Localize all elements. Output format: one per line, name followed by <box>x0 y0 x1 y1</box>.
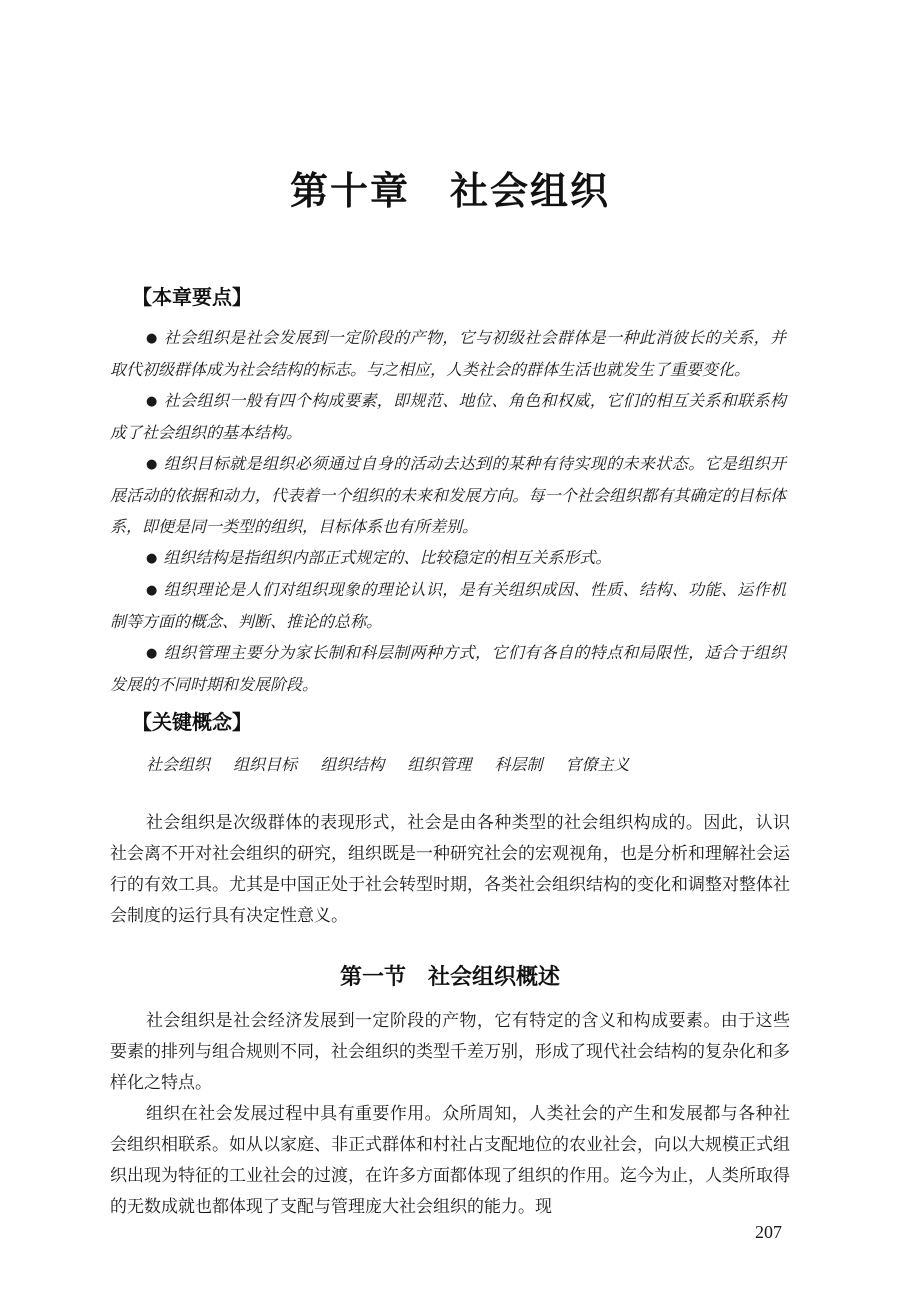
key-point-text: 组织结构是指组织内部正式规定的、比较稳定的相互关系形式。 <box>163 548 612 567</box>
intro-section <box>110 808 790 932</box>
body-paragraph: 组织在社会发展过程中具有重要作用。众所周知，人类社会的产生和发展都与各种社会组织相联系。如从以家庭、非正式群体和村社占支配地位的农业社会，向以大规模正式组织出现为特征的工业社会的过渡，在许多方面都体现了组织的作用。迄今为止，人类所取得的无数成就也都体现了支配与管理庞大社会组织的能力。现 <box>110 1104 790 1217</box>
key-point <box>110 574 786 637</box>
key-concept: 组织目标 <box>233 755 298 774</box>
section-heading: 第一节 社会组织概述 <box>339 965 560 990</box>
key-concept: 社会组织 <box>146 755 211 774</box>
key-points-list <box>110 322 786 700</box>
key-points-heading: 【本章要点】 <box>132 285 252 309</box>
key-concept: 组织结构 <box>320 755 385 774</box>
bullet-icon: ● <box>146 646 158 661</box>
key-concept: 官僚主义 <box>565 755 630 774</box>
key-concept: 组织管理 <box>407 755 472 774</box>
bullet-icon: ● <box>146 394 158 409</box>
intro-paragraph: 社会组织是次级群体的表现形式，社会是由各种类型的社会组织构成的。因此，认识社会离不开对社会组织的研究，组织既是一种研究社会的宏观视角，也是分析和理解社会运行的有效工具。尤其是中国正处于社会转型时期，各类社会组织结构的变化和调整对整体社会制度的运行具有决定性意义。 <box>110 813 790 926</box>
key-concepts-heading: 【关键概念】 <box>132 710 252 734</box>
key-concepts-list <box>146 752 648 775</box>
key-point-text: 社会组织是社会发展到一定阶段的产物，它与初级社会群体是一种此消彼长的关系，并取代初级群体成为社会结构的标志。与之相应，人类社会的群体生活也就发生了重要变化。 <box>110 328 786 379</box>
bullet-icon: ● <box>146 331 158 346</box>
page-number: 207 <box>755 1222 782 1242</box>
body-paragraph: 社会组织是社会经济发展到一定阶段的产物，它有特定的含义和构成要素。由于这些要素的排列与组合规则不同，社会组织的类型千差万别，形成了现代社会结构的复杂化和多样化之特点。 <box>110 1011 790 1093</box>
key-point <box>110 322 786 385</box>
bullet-icon: ● <box>146 583 158 598</box>
key-concept: 科层制 <box>494 755 543 774</box>
chapter-title: 第十章 社会组织 <box>289 169 610 213</box>
key-point <box>110 637 786 700</box>
key-point <box>110 542 786 574</box>
key-point-text: 组织管理主要分为家长制和科层制两种方式，它们有各自的特点和局限性，适合于组织发展的不同时期和发展阶段。 <box>110 643 786 694</box>
key-point <box>110 448 786 542</box>
key-point-text: 组织目标就是组织必须通过自身的活动去达到的某种有待实现的未来状态。它是组织开展活动的依据和动力，代表着一个组织的未来和发展方向。每一个社会组织都有其确定的目标体系，即便是同一类型的组织，目标体系也有所差别。 <box>110 454 786 536</box>
bullet-icon: ● <box>146 457 158 472</box>
key-point-text: 社会组织一般有四个构成要素，即规范、地位、角色和权威，它们的相互关系和联系构成了社会组织的基本结构。 <box>110 391 786 442</box>
bullet-icon: ● <box>146 551 158 566</box>
key-point <box>110 385 786 448</box>
section-body <box>110 1006 790 1223</box>
key-point-text: 组织理论是人们对组织现象的理论认识，是有关组织成因、性质、结构、功能、运作机制等方面的概念、判断、推论的总称。 <box>110 580 786 631</box>
